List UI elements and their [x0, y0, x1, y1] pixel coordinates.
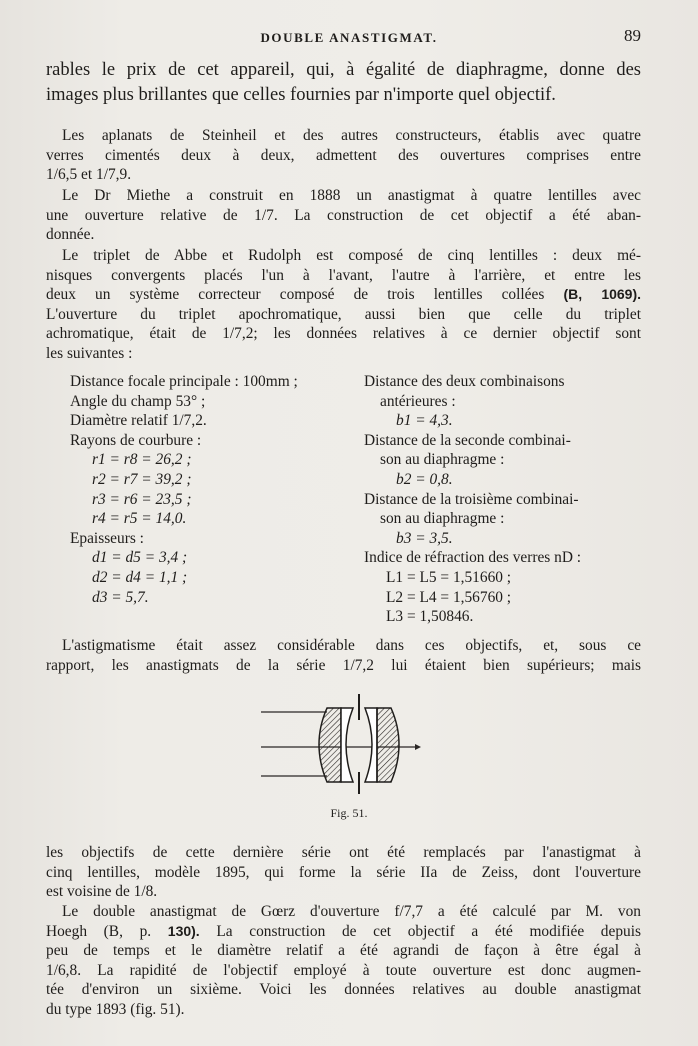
- data-line: d3 = 5,7.: [92, 588, 149, 606]
- paragraph-zeiss: [46, 843, 641, 902]
- text-line: 1/6,5 et 1/7,9.: [46, 166, 132, 184]
- text-line: une ouverture relative de 1/7. La construction de cet objectif a été aban-: [46, 206, 641, 224]
- text-line: Le triplet de Abbe et Rudolph est composé de cinq lentilles : deux mé-: [62, 247, 641, 264]
- data-line: Distance de la seconde combinai-: [364, 431, 571, 449]
- data-line: Diamètre relatif 1/7,2.: [70, 412, 207, 430]
- text-line: verres cimentés deux à deux, admettent des ouvertures comprises entre: [46, 146, 641, 164]
- reference-page-130: 130).: [167, 922, 200, 939]
- data-line: son au diaphragme :: [380, 510, 505, 528]
- text-line: rables le prix de cet appareil, qui, à égalité de diaphragme, donne des: [46, 60, 641, 80]
- text-fragment: deux un système correcteur composé de trois lentilles collées: [46, 286, 545, 304]
- data-line: b2 = 0,8.: [396, 470, 453, 488]
- text-line: Le Dr Miethe a construit en 1888 un anastigmat à quatre lentilles avec: [62, 187, 641, 204]
- paragraph-goerz: [46, 902, 641, 1020]
- paragraph-miethe: [46, 186, 641, 245]
- paragraph-triplet: [46, 246, 641, 364]
- data-line: Rayons de courbure :: [70, 431, 202, 449]
- text-fragment: La construction de cet objectif a été modifiée depuis: [216, 922, 641, 940]
- data-line: b3 = 3,5.: [396, 529, 453, 547]
- text-line: peu de temps et le diamètre relatif a été agrandi de façon à être égal à: [46, 942, 641, 960]
- figure-caption: Fig. 51.: [330, 806, 368, 820]
- text-line: Le double anastigmat de Gœrz d'ouverture f/7,7 a été calculé par M. von: [62, 903, 641, 920]
- text-fragment: Hoegh (B, p.: [46, 922, 152, 940]
- text-line: achromatique, était de 1/7,2; les données relatives à ce dernier objectif sont: [46, 325, 641, 343]
- text-line: nisques convergents placés l'un à l'avant, l'autre à l'arrière, et entre les: [46, 266, 641, 284]
- page-number: 89: [624, 26, 641, 45]
- text-line: cinq lentilles, modèle 1895, qui forme la série IIa de Zeiss, dont l'ouverture: [46, 863, 641, 881]
- data-line: r1 = r8 = 26,2 ;: [92, 451, 192, 469]
- data-line: L1 = L5 = 1,51660 ;: [386, 568, 512, 586]
- data-line: r3 = r6 = 23,5 ;: [92, 490, 192, 508]
- text-line: rapport, les anastigmats de la série 1/7,2 lui étaient bien supérieurs; mais: [46, 656, 641, 674]
- data-line: r4 = r5 = 14,0.: [92, 510, 187, 528]
- axis-arrow: [415, 744, 421, 750]
- data-line: d2 = d4 = 1,1 ;: [92, 568, 188, 586]
- data-line: L3 = 1,50846.: [386, 608, 474, 626]
- rear-lens-outer: [377, 708, 399, 782]
- data-line: Epaisseurs :: [70, 529, 144, 547]
- running-header: [0, 26, 698, 50]
- text-line: 1/6,8. La rapidité de l'objectif employé à toute ouverture est donc augmen-: [46, 961, 641, 979]
- front-lens-inner: [341, 708, 353, 782]
- text-line: tée d'environ un sixième. Voici les données relatives au double anastigmat: [46, 981, 641, 999]
- text-line: est voisine de 1/8.: [46, 883, 158, 901]
- front-lens-outer: [319, 708, 341, 782]
- rear-lens-inner: [365, 708, 377, 782]
- left-data-column: [70, 372, 360, 607]
- reference-b-1069: (B, 1069).: [563, 286, 641, 303]
- lens-diagram: [255, 690, 425, 800]
- text-line: les suivantes :: [46, 344, 133, 362]
- text-line: L'ouverture du triplet apochromatique, aussi bien que celle du triplet: [46, 305, 641, 323]
- data-line: antérieures :: [380, 392, 456, 410]
- right-data-column: [364, 372, 644, 627]
- data-line: r2 = r7 = 39,2 ;: [92, 470, 192, 488]
- lead-paragraph: [46, 58, 641, 108]
- data-line: Indice de réfraction des verres nD :: [364, 549, 582, 567]
- data-line: Distance de la troisième combinai-: [364, 490, 579, 508]
- text-line: donnée.: [46, 226, 95, 244]
- text-line: [46, 285, 641, 305]
- data-line: Distance focale principale : 100mm ;: [70, 373, 298, 390]
- data-line: L2 = L4 = 1,56760 ;: [386, 588, 512, 606]
- text-line: [46, 922, 641, 942]
- data-line: Distance des deux combinaisons: [364, 373, 565, 390]
- data-line: son au diaphragme :: [380, 451, 505, 469]
- text-line: Les aplanats de Steinheil et des autres constructeurs, établis avec quatre: [62, 127, 641, 144]
- data-line: b1 = 4,3.: [396, 412, 453, 430]
- paragraph-astigmatisme: [46, 636, 641, 675]
- text-line: les objectifs de cette dernière série ont été remplacés par l'anastigmat à: [46, 844, 641, 861]
- data-line: d1 = d5 = 3,4 ;: [92, 549, 188, 567]
- text-line: images plus brillantes que celles fournies par n'importe quel objectif.: [46, 85, 556, 105]
- paragraph-aplanats: [46, 126, 641, 185]
- text-line: du type 1893 (fig. 51).: [46, 1000, 185, 1018]
- data-line: Angle du champ 53° ;: [70, 392, 206, 410]
- running-title: DOUBLE ANASTIGMAT.: [260, 30, 438, 45]
- text-line: L'astigmatisme était assez considérable dans ces objectifs, et, sous ce: [62, 637, 641, 654]
